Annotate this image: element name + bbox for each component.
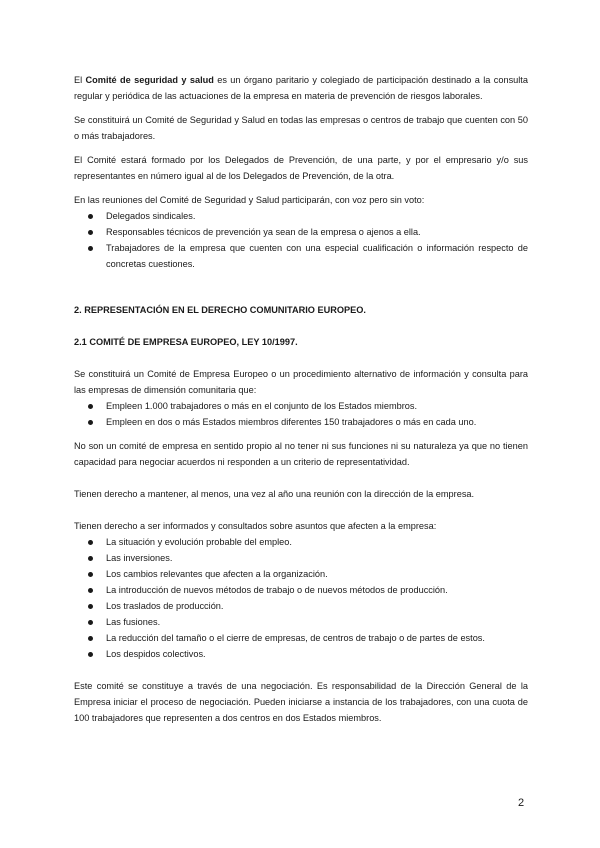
text-prefix: El (74, 75, 86, 85)
document-page (74, 72, 528, 726)
paragraph-composicion: El Comité estará formado por los Delegados de Prevención, de una parte, y por el empresario y/o sus representantes en número igual al de los Delegados de Prevención, de la otra. (74, 155, 528, 181)
bullet-icon (88, 652, 93, 657)
participants-list (74, 208, 528, 272)
term-comite-seguridad-salud: Comité de seguridad y salud (85, 75, 214, 85)
bullet-icon (88, 636, 93, 641)
paragraph-naturaleza: No son un comité de empresa en sentido propio al no tener ni sus funciones ni su naturaleza ya que no tienen capacidad para negociar acuerdos ni responden a un criterio de representatividad. (74, 441, 528, 467)
list-item: Responsables técnicos de prevención ya sean de la empresa o ajenos a ella. (74, 224, 528, 240)
subsection-heading: 2.1 COMITÉ DE EMPRESA EUROPEO, LEY 10/1997. (74, 337, 298, 347)
list-item: La reducción del tamaño o el cierre de empresas, de centros de trabajo o de partes de estos. (74, 630, 528, 646)
list-item: La situación y evolución probable del empleo. (74, 534, 528, 550)
paragraph-informacion: Tienen derecho a ser informados y consultados sobre asuntos que afecten a la empresa: (74, 521, 437, 531)
paragraph-negociacion: Este comité se constituye a través de una negociación. Es responsabilidad de la Dirección General de la Empresa iniciar el proceso de negociación. Pueden iniciarse a instancia de los trabajadores, con una cuota de 100 trabajadores que representen a dos centros en dos Estados miembros. (74, 681, 528, 723)
paragraph-constitucion: Se constituirá un Comité de Seguridad y Salud en todas las empresas o centros de trabajo que cuenten con 50 o más trabajadores. (74, 115, 528, 141)
bullet-icon (88, 540, 93, 545)
paragraph-comite-europeo: Se constituirá un Comité de Empresa Europeo o un procedimiento alternativo de información y consulta para las empresas de dimensión comunitaria que: (74, 369, 528, 395)
topics-list (74, 534, 528, 662)
page-number: 2 (518, 797, 525, 809)
list-item: Empleen en dos o más Estados miembros diferentes 150 trabajadores o más en cada uno. (74, 414, 528, 430)
list-item: Los cambios relevantes que afecten a la organización. (74, 566, 528, 582)
list-item: Trabajadores de la empresa que cuenten con una especial cualificación o información respecto de concretas cuestiones. (74, 240, 528, 272)
bullet-icon (88, 246, 93, 251)
bullet-icon (88, 620, 93, 625)
list-item: Los despidos colectivos. (74, 646, 528, 662)
bullet-icon (88, 604, 93, 609)
bullet-icon (88, 404, 93, 409)
paragraph-comite-definicion (74, 72, 528, 104)
conditions-list (74, 398, 528, 430)
list-item: Las fusiones. (74, 614, 528, 630)
bullet-icon (88, 214, 93, 219)
text-rest: es un órgano paritario y colegiado de participación destinado a la consulta regular y periódica de las actuaciones de la empresa en materia de prevención de riesgos laborales. (74, 75, 528, 101)
paragraph-reuniones: En las reuniones del Comité de Seguridad y Salud participarán, con voz pero sin voto: (74, 195, 425, 205)
bullet-icon (88, 420, 93, 425)
list-item: La introducción de nuevos métodos de trabajo o de nuevos métodos de producción. (74, 582, 528, 598)
list-item: Empleen 1.000 trabajadores o más en el conjunto de los Estados miembros. (74, 398, 528, 414)
bullet-icon (88, 588, 93, 593)
list-item: Delegados sindicales. (74, 208, 528, 224)
list-item: Las inversiones. (74, 550, 528, 566)
bullet-icon (88, 556, 93, 561)
list-item: Los traslados de producción. (74, 598, 528, 614)
paragraph-reunion-anual: Tienen derecho a mantener, al menos, una vez al año una reunión con la dirección de la empresa. (74, 489, 475, 499)
section-heading: 2. REPRESENTACIÓN EN EL DERECHO COMUNITARIO EUROPEO. (74, 305, 366, 315)
bullet-icon (88, 572, 93, 577)
bullet-icon (88, 230, 93, 235)
